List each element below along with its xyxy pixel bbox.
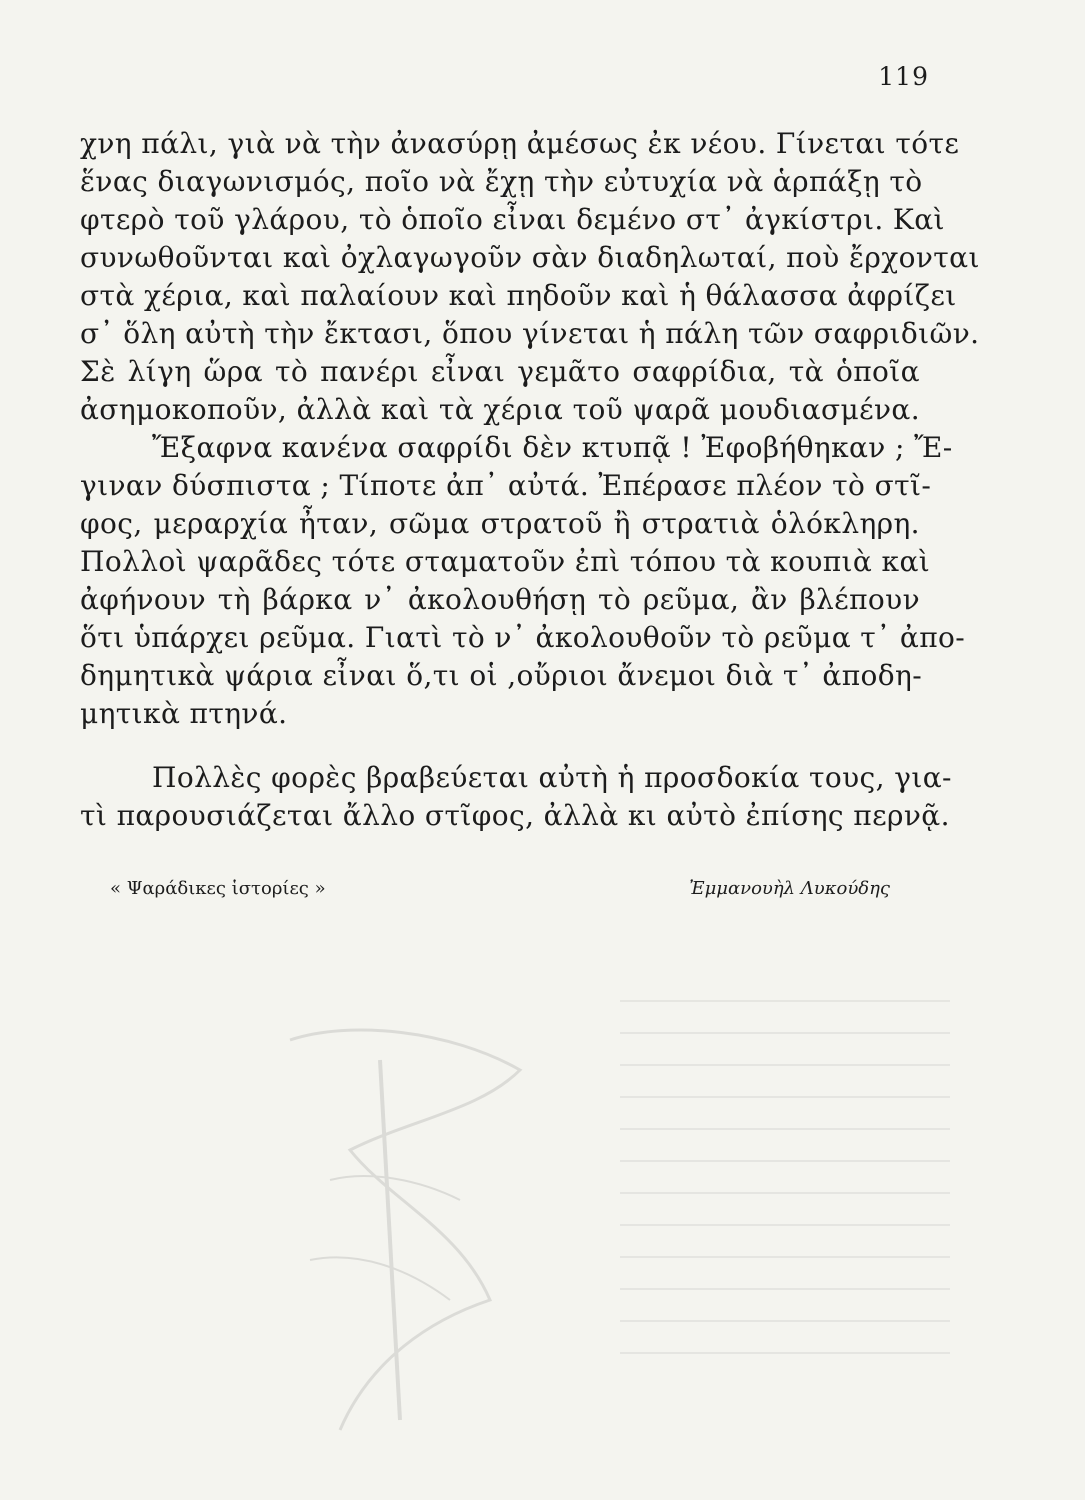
text-line: συνωθοῦνται καὶ ὀχλαγωγοῦν σὰν διαδηλωταί, ποὺ ἔρχονται (80, 241, 980, 274)
text-line: μητικὰ πτηνά. (80, 697, 288, 730)
text-line: στὰ χέρια, καὶ παλαίουν καὶ πηδοῦν καὶ ἡ θάλασσα ἀφρίζει (80, 279, 957, 312)
author-name: Ἐμμανουὴλ Λυκούδης (689, 878, 890, 899)
text-line: ὅτι ὑπάρχει ρεῦμα. Γιατὶ τὸ ν᾽ ἀκολουθοῦν τὸ ρεῦμα τ᾽ ἀπο- (80, 621, 966, 654)
text-line: χνη πάλι, γιὰ νὰ τὴν ἀνασύρῃ ἀμέσως ἐκ νέου. Γίνεται τότε (80, 127, 960, 160)
text-line: δημητικὰ ψάρια εἶναι ὅ,τι οἱ ,οὔριοι ἄνεμοι διὰ τ᾽ ἀποδη- (80, 659, 923, 692)
text-line: φος, μεραρχία ἦταν, σῶμα στρατοῦ ἢ στρατιὰ ὁλόκληρη. (80, 507, 920, 540)
text-line: σ᾽ ὅλη αὐτὴ τὴν ἔκτασι, ὅπου γίνεται ἡ πάλη τῶν σαφριδιῶν. (80, 317, 980, 350)
show-through-illustration (230, 1000, 560, 1460)
text-line: γιναν δύσπιστα ; Τίποτε ἀπ᾽ αὐτά. Ἐπέρασε πλέον τὸ στῖ- (80, 469, 932, 502)
page-number: 119 (878, 62, 929, 91)
source-title: « Ψαράδικες ἱστορίες » (110, 878, 326, 899)
text-line: Πολλοὶ ψαρᾶδες τότε σταματοῦν ἐπὶ τόπου τὰ κουπιὰ καὶ (80, 545, 931, 578)
text-line: Σὲ λίγη ὥρα τὸ πανέρι εἶναι γεμᾶτο σαφρίδια, τὰ ὁποῖα (80, 355, 920, 388)
text-line: ἕνας διαγωνισμός, ποῖο νὰ ἔχῃ τὴν εὐτυχία νὰ ἁρπάξῃ τὸ (80, 165, 923, 198)
text-line: τὶ παρουσιάζεται ἄλλο στῖφος, ἀλλὰ κι αὐτὸ ἐπίσης περνᾷ. (80, 799, 950, 832)
show-through-text (620, 1000, 950, 1460)
text-line: ἀσημοκοποῦν, ἀλλὰ καὶ τὰ χέρια τοῦ ψαρᾶ μουδιασμένα. (80, 393, 920, 426)
text-line: Πολλὲς φορὲς βραβεύεται αὐτὴ ἡ προσδοκία τους, για- (152, 761, 952, 794)
text-line: φτερὸ τοῦ γλάρου, τὸ ὁποῖο εἶναι δεμένο στ᾽ ἀγκίστρι. Καὶ (80, 203, 945, 236)
text-line: Ἔξαφνα κανένα σαφρίδι δὲν κτυπᾷ ! Ἐφοβήθηκαν ; Ἔ- (152, 431, 953, 464)
text-line: ἀφήνουν τὴ βάρκα ν᾽ ἀκολουθήσῃ τὸ ρεῦμα, ἂν βλέπουν (80, 583, 920, 616)
